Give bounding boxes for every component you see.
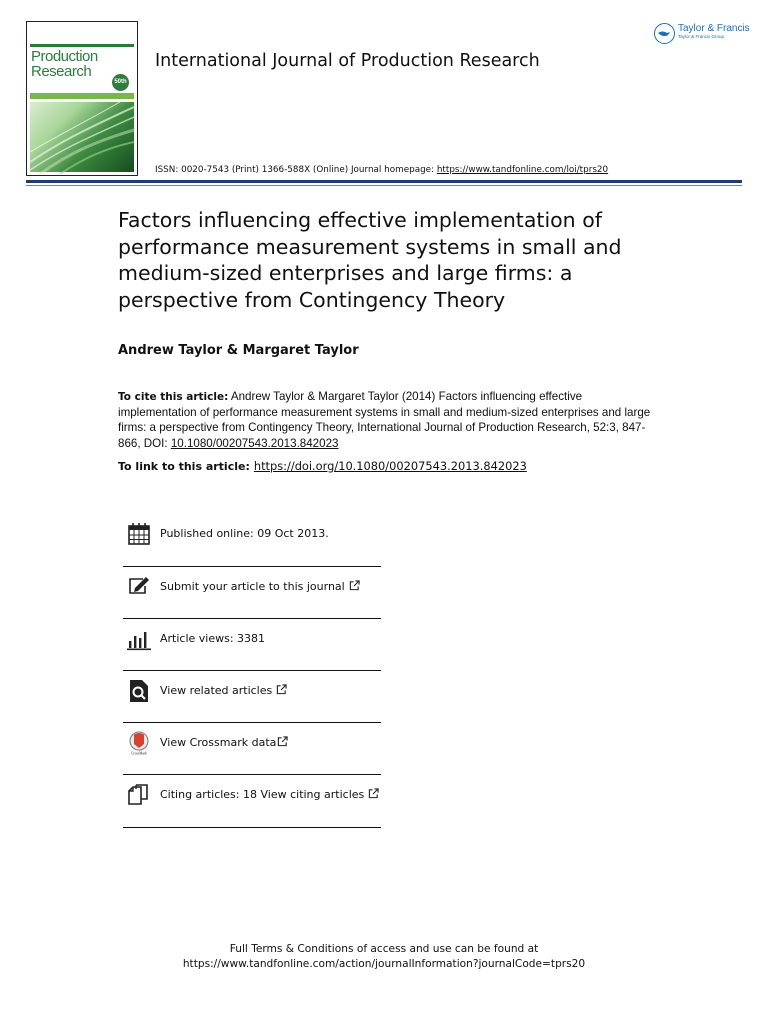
list-item-published — [123, 514, 381, 567]
cite-doi-link[interactable]: 10.1080/00207543.2013.842023 — [170, 436, 339, 450]
publisher-logo[interactable] — [654, 23, 750, 44]
cover-title-line1: Production — [31, 48, 98, 65]
article-title: Factors influencing effective implementation of performance measurement systems in small and medium-sized enterprises and large firms: a perspective from Contingency Theory — [118, 208, 622, 312]
bar-chart-icon — [127, 627, 151, 651]
article-authors: Andrew Taylor & Margaret Taylor — [118, 343, 359, 358]
link-label: To link to this article: — [118, 460, 250, 473]
article-views-text: Article views: 3381 — [160, 632, 266, 645]
svg-text:CrossMark: CrossMark — [131, 751, 147, 755]
published-online-text: Published online: 09 Oct 2013. — [160, 527, 329, 540]
cover-top-bar — [30, 44, 134, 47]
citing-icon — [127, 783, 151, 807]
crossmark-label: View Crossmark data — [160, 736, 277, 749]
list-item-submit[interactable] — [123, 567, 381, 619]
cover-artwork — [30, 102, 134, 172]
external-link-icon — [349, 580, 360, 591]
crossmark-link[interactable] — [160, 736, 288, 749]
list-item-citing[interactable] — [123, 775, 381, 828]
submit-article-label: Submit your article to this journal — [160, 580, 345, 593]
cover-anniversary-badge: 50th — [112, 74, 129, 91]
cover-stripe — [30, 93, 134, 99]
article-link-line — [118, 459, 527, 473]
citing-articles-label: Citing articles: 18 View citing articles — [160, 788, 365, 801]
issn-line — [155, 165, 608, 175]
external-link-icon — [276, 684, 287, 695]
cover-title-line2: Research — [31, 63, 92, 80]
crossmark-icon — [127, 731, 151, 755]
article-actions-list — [123, 514, 381, 828]
external-link-icon — [368, 788, 379, 799]
related-search-icon — [127, 679, 151, 703]
publisher-name: Taylor & Francis — [678, 23, 750, 34]
list-item-related[interactable] — [123, 671, 381, 723]
cite-text: Andrew Taylor & Margaret Taylor (2014) Factors influencing effective implementation of performance measurement systems in small and medium-sized enterprises and large firms: a perspective from Contingency Theory, International Journal of Production Research, 52:3, 847-866, DOI: — [118, 390, 651, 450]
terms-url[interactable]: https://www.tandfonline.com/action/journalInformation?journalCode=tprs20 — [182, 958, 586, 970]
list-item-crossmark[interactable] — [123, 723, 381, 775]
publisher-group: Taylor & Francis Group — [678, 34, 725, 39]
related-articles-link[interactable] — [160, 684, 287, 697]
article-doi-link[interactable]: https://doi.org/10.1080/00207543.2013.842023 — [253, 459, 527, 473]
related-articles-label: View related articles — [160, 684, 273, 697]
terms-footer — [0, 942, 768, 972]
journal-cover-image — [26, 21, 138, 176]
citation-block — [118, 389, 653, 451]
header-divider — [26, 180, 742, 183]
issn-text: ISSN: 0020-7543 (Print) 1366-588X (Online) Journal homepage: — [155, 165, 437, 175]
external-link-icon — [277, 736, 288, 747]
calendar-icon — [127, 522, 151, 546]
edit-icon — [127, 575, 151, 599]
journal-homepage-link[interactable]: https://www.tandfonline.com/loi/tprs20 — [436, 165, 609, 175]
list-item-views — [123, 619, 381, 671]
publisher-logo-icon — [654, 23, 675, 44]
header-divider-thin — [26, 185, 742, 186]
terms-text: Full Terms & Conditions of access and use can be found at — [229, 943, 539, 955]
submit-article-link[interactable] — [160, 580, 360, 593]
cite-label: To cite this article: — [118, 391, 229, 403]
journal-title: International Journal of Production Research — [155, 51, 540, 71]
citing-articles-link[interactable] — [160, 788, 379, 801]
